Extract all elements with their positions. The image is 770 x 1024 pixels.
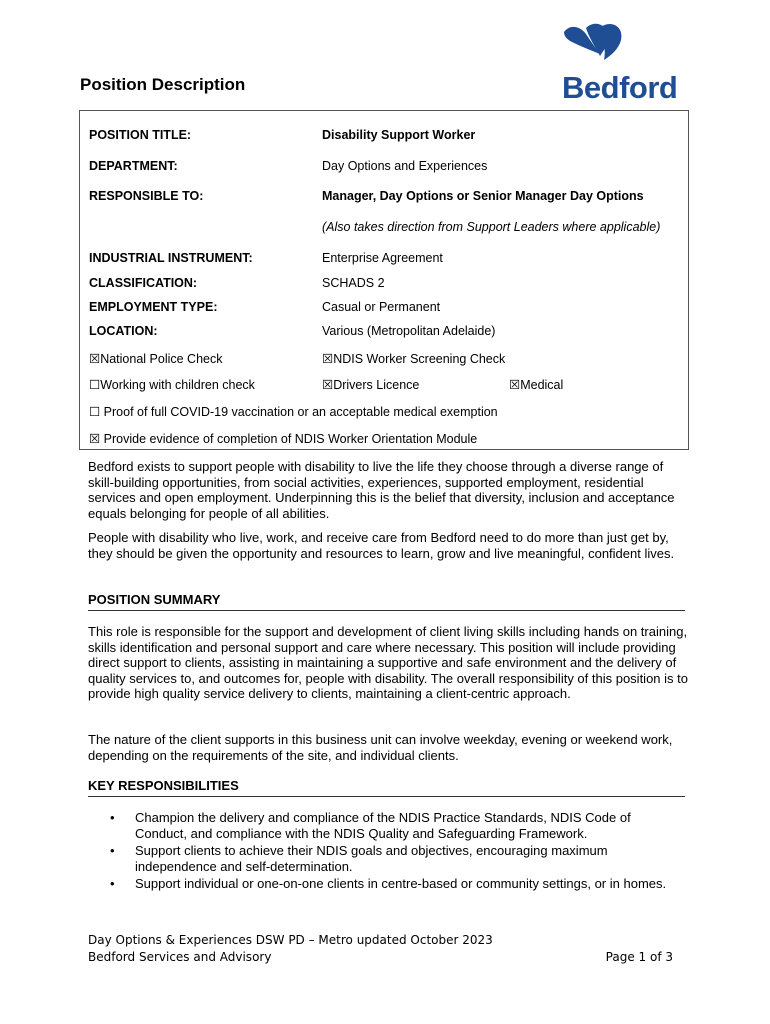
ndis-screening-checkbox[interactable]: ☒NDIS Worker Screening Check	[322, 352, 506, 366]
list-item	[110, 876, 685, 892]
location-label: LOCATION:	[89, 324, 158, 338]
employment-type-label: EMPLOYMENT TYPE:	[89, 300, 218, 314]
footer-document-info: Day Options & Experiences DSW PD – Metro updated October 2023	[88, 933, 493, 947]
intro-paragraph-1: Bedford exists to support people with disability to live the life they choose through a diverse range of skill-building opportunities, from social activities, experiences, supported employment, residential services and open employment. Underpinning this is the belief that diversity, inclusion and acceptance equals belonging for people of all abilities.	[88, 459, 675, 521]
intro-paragraph-2: People with disability who live, work, and receive care from Bedford need to do more than just get by, they should be given the opportunity and resources to learn, grow and live meaningful, confident lives.	[88, 530, 675, 561]
industrial-instrument-value: Enterprise Agreement	[322, 251, 443, 265]
responsible-to-note: (Also takes direction from Support Leaders where applicable)	[322, 220, 661, 234]
responsibility-text: Support individual or one-on-one clients in centre-based or community settings, or in homes.	[135, 876, 667, 891]
bedford-logo	[560, 20, 695, 105]
position-summary-paragraph-2: The nature of the client supports in this business unit can involve weekday, evening or weekend work, depending on the requirements of the site, and individual clients.	[88, 732, 673, 763]
police-check-checkbox[interactable]: ☒National Police Check	[89, 352, 223, 366]
page-footer	[88, 932, 673, 966]
position-title-value: Disability Support Worker	[322, 128, 476, 142]
industrial-instrument-label: INDUSTRIAL INSTRUMENT:	[89, 251, 253, 265]
footer-organisation: Bedford Services and Advisory	[88, 950, 272, 964]
responsible-to-value: Manager, Day Options or Senior Manager Day Options	[322, 189, 644, 203]
list-item	[110, 810, 685, 841]
responsible-to-label: RESPONSIBLE TO:	[89, 189, 204, 203]
bird-logo-icon	[560, 20, 640, 70]
department-label: DEPARTMENT:	[89, 159, 178, 173]
medical-checkbox[interactable]: ☒Medical	[509, 378, 564, 392]
classification-value: SCHADS 2	[322, 276, 385, 290]
responsibility-text: Support clients to achieve their NDIS goals and objectives, encouraging maximum independence and self-determination.	[135, 843, 608, 874]
bullet-icon: •	[110, 876, 115, 891]
classification-label: CLASSIFICATION:	[89, 276, 198, 290]
responsibility-text: Champion the delivery and compliance of the NDIS Practice Standards, NDIS Code of Conduct, and compliance with the NDIS Quality and Safeguarding Framework.	[135, 810, 631, 841]
covid-checkbox[interactable]: ☐ Proof of full COVID-19 vaccination or an acceptable medical exemption	[89, 405, 498, 419]
position-summary-heading: POSITION SUMMARY	[88, 592, 685, 611]
key-responsibilities-heading: KEY RESPONSIBILITIES	[88, 778, 685, 797]
position-title-label: POSITION TITLE:	[89, 128, 192, 142]
employment-type-value: Casual or Permanent	[322, 300, 441, 314]
bullet-icon: •	[110, 810, 115, 825]
page-number: Page 1 of 3	[605, 950, 673, 964]
responsibilities-list	[110, 810, 685, 894]
department-value: Day Options and Experiences	[322, 159, 488, 173]
list-item	[110, 843, 685, 874]
working-with-children-checkbox[interactable]: ☐Working with children check	[89, 378, 255, 392]
drivers-licence-checkbox[interactable]: ☒Drivers Licence	[322, 378, 420, 392]
location-value: Various (Metropolitan Adelaide)	[322, 324, 496, 338]
position-summary-paragraph-1: This role is responsible for the support and development of client living skills including hands on training, skills identification and personal support and care where necessary. This position will include providing direct support to clients, assisting in maintaining a supportive and safe environment and the delivery of quality services to, and outcomes for, people with disability. The overall responsibility of this position is to provide high quality service delivery to clients, maintaining a client-centric approach.	[88, 624, 688, 701]
ndis-orientation-checkbox[interactable]: ☒ Provide evidence of completion of NDIS Worker Orientation Module	[89, 432, 478, 446]
position-details-table	[79, 110, 689, 450]
page-title: Position Description	[80, 75, 246, 94]
logo-wordmark: Bedford	[562, 70, 678, 105]
bullet-icon: •	[110, 843, 115, 858]
